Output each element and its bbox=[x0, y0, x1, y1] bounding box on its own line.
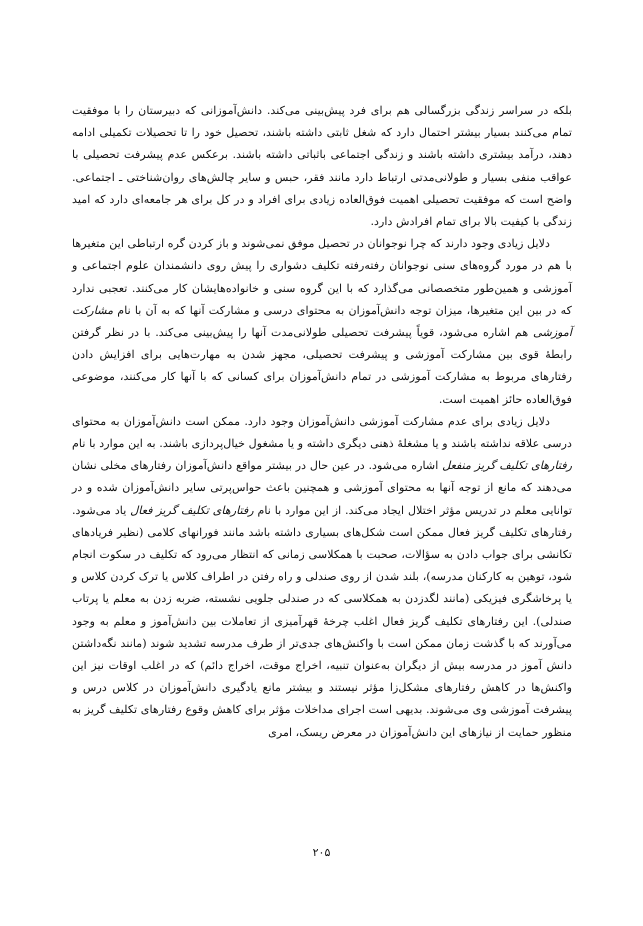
paragraph-3-text-c: یاد می‌شود. رفتارهای تکلیف گریز فعال ممکن است شکل‌های بسیاری داشته باشد مانند فورانهای کلامی (نظیر فریادهای تکانشی برای جواب دادن به سؤالات، صحبت با همکلاسی زمانی که انتظار می‌رود که تکلیف در سکوت انجام شود، توهین به کارکنان مدرسه)، بلند شدن از روی صندلی و راه رفتن در اطراف کلاس یا ترک کردن کلاس و یا پرخاشگری فیزیکی (مانند لگدزدن به همکلاسی که در صندلی جلویی نشسته، ضربه زدن به معلم یا پرتاب صندلی). این رفتارهای تکلیف گریز فعال اغلب چرخهٔ قهرآمیزی از تعاملات بین دانش‌آموز و معلم به وجود می‌آورند که با گذشت زمان ممکن است با واکنش‌های جدی‌تر از طرف مدرسه تشدید شوند (مانند نگه‌داشتن دانش آموز در مدرسه بیش از دیگران به‌عنوان تنبیه، اخراج موقت، اخراج دائم) که در اغلب اوقات نیز این واکنش‌ها در کاهش رفتارهای مشکل‌زا مؤثر نیستند و بیشتر مانع یادگیری دانش‌آموزان در کلاس درس و پیشرفت آموزشی وی می‌شوند. بدیهی است اجرای مداخلات مؤثر برای کاهش وقوع رفتارهای تکلیف گریز به منظور حمایت از نیازهای این دانش‌آموزان در معرض ریسک، امری bbox=[72, 503, 572, 739]
body-text bbox=[72, 100, 572, 744]
paragraph-3 bbox=[72, 411, 572, 744]
page-number: ۲۰۵ bbox=[312, 846, 331, 859]
paragraph-2 bbox=[72, 233, 572, 411]
term-educational-engagement: مشارکت آموزشی bbox=[72, 303, 572, 340]
term-active-off-task: رفتارهای تکلیف گریز فعال bbox=[130, 503, 254, 517]
paragraph-2-text-b: هم اشاره می‌شود، قویاً پیشرفت تحصیلی طولانی‌مدت آنها را پیش‌بینی می‌کند. با در نظر گرفتن رابطهٔ قوی بین مشارکت آموزشی و پیشرفت تحصیلی، مجهز شدن به مهارت‌هایی برای افزایش دادن رفتارهای مربوط به مشارکت آموزشی در تمام دانش‌آموزان برای کسانی که با آنها کار می‌کنند، موضوعی فوق‌العاده حائز اهمیت است. bbox=[72, 326, 572, 406]
paragraph-3-text-a: دلایل زیادی برای عدم مشارکت آموزشی دانش‌آموزان وجود دارد. ممکن است دانش‌آموزان به محتوای درسی علاقه نداشته باشند و یا مشغلهٔ ذهنی دیگری داشته و یا مشغول خیال‌پردازی باشند. به این موارد با نام bbox=[72, 414, 572, 451]
paragraph-1 bbox=[72, 100, 572, 233]
paragraph-2-text-a: دلایل زیادی وجود دارند که چرا نوجوانان در تحصیل موفق نمی‌شوند و باز کردن گره ارتباطی این متغیرها با هم در مورد گروه‌های سنی نوجوانان رفته‌رفته تکلیف دشواری را پیش روی دانشمندان علوم اجتماعی و آموزشی و همین‌طور متخصصانی می‌گذارد که با این گروه سنی و خانواده‌هایشان کار می‌کنند. تعجبی ندارد که در بین این متغیرها، میزان توجه دانش‌آموزان به محتوای درسی و مشارکت آنها که به آن با نام bbox=[72, 237, 572, 317]
paragraph-1-text: بلکه در سراسر زندگی بزرگسالی هم برای فرد پیش‌بینی می‌کند. دانش‌آموزانی که دبیرستان را با موفقیت تمام می‌کنند بسیار بیشتر احتمال دارد که شغل ثابتی داشته باشند، تحصیل خود را تا تحصیلات تکمیلی ادامه دهند، درآمد بیشتری داشته باشند و زندگی اجتماعی باثباتی داشته باشند. برعکس عدم پیشرفت تحصیلی با عواقب منفی بسیار و طولانی‌مدتی ارتباط دارد مانند فقر، حبس و سایر چالش‌های روان‌شناختی ـ اجتماعی. واضح است که موفقیت تحصیلی اهمیت فوق‌العاده زیادی برای افراد و در کل برای هر جامعه‌ای دارد که امید زندگی با کیفیت بالا برای تمام افرادش دارد. bbox=[72, 104, 572, 229]
paragraph-3-text-b: اشاره می‌شود. در عین حال در بیشتر مواقع دانش‌آموزان رفتارهای مخلی نشان می‌دهند که مانع از توجه آنها به محتوای آموزشی و همچنین باعث حواس‌پرتی سایر دانش‌آموزان شده و در توانایی معلم در تدریس مؤثر اختلال ایجاد می‌کند. از این موارد با نام bbox=[72, 459, 572, 517]
term-passive-off-task: رفتارهای تکلیف گریز منفعل bbox=[442, 459, 572, 473]
